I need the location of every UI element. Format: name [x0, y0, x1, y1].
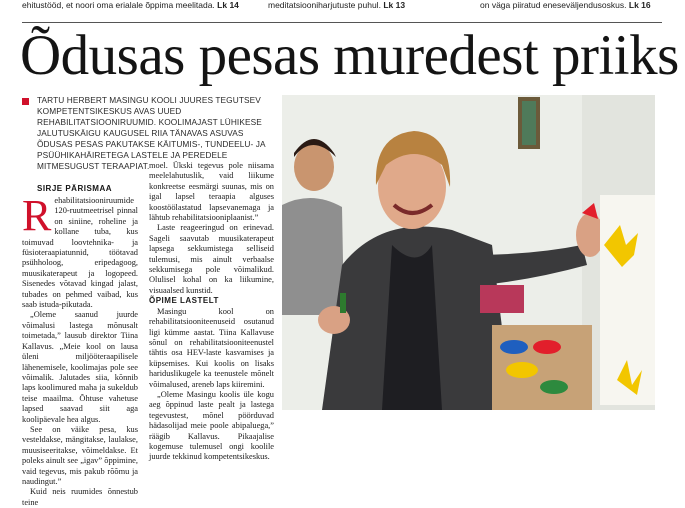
teaser-2: meditatsiooniharjutuste puhul. Lk 13 — [268, 0, 406, 10]
article-lead: TARTU HERBERT MASINGU KOOLI JUURES TEGUTSEV KOMPETENTSIKESKUS AVAS UUED REHABILITATSIOONIRUUMID. KOOLIMAJAST LÜHIKESE JALUTUSKÄIGU KAUGUSEL RIIA TÄNAVAS ASUVAS ÕDUSAS PESAS PAKUTAKSE KÄITUMIS-, TUNDEELU- JA PSÜÜHIKAHÄIRETEGA LASTELE JA PEREDELE MITMESUGUST TERAAPIAT. — [37, 95, 266, 171]
article-headline: Õdusas pesas muredest priiks — [20, 24, 679, 87]
teaser-strip — [0, 0, 685, 22]
paragraph: Laste reageeringud on erinevad. Sageli saavutab muusikaterapeut lapsega sekkumistega selliseid tulemusi, mis ainult verbaalse sekkumisega pole võimalikud. Olulisel kohal on ka liikumine, visuaalsed kunstid. — [149, 223, 274, 295]
paragraph: „Oleme saanud juurde võimalusi lastega mõnusalt toimetada,” lausub direktor Tiina Kallavus. „Meie kool on lausa üleni miljööteraapilisele lähenemisele, koolimajas pole see võimalik. Jalutades siia, kõnnib laps koolimured maha ja sukeldub teise maailma. Õhtuse vahetuse lapsed saavad siit aga koolipäevale hea algus. — [22, 310, 138, 424]
section-subhead: ÕPIME LASTELT — [149, 296, 219, 306]
drop-cap: R — [22, 191, 52, 240]
paragraph: moel. Ükski tegevus pole niisama meelelahutuslik, vaid liikume konkreetse eesmärgi suunas, mis on igal lapsel teraapia alguses koostöölastatud lapsevanemaga ja lähtub rehabilitatsiooniplaanist.” — [149, 161, 274, 223]
lead-square-marker — [22, 98, 29, 105]
teaser-1: ehitustööd, et noori oma erialale õppima meelitada. Lk 14 — [22, 0, 239, 10]
paragraph: Kuid neis ruumides õnnestub teine — [22, 487, 138, 507]
top-divider — [22, 22, 662, 23]
teaser-3: on väga piiratud eneseväljendusoskus. Lk 16 — [480, 0, 651, 10]
article-photo — [282, 95, 655, 410]
paragraph: See on väike pesa, kus vesteldakse, mängitakse, laulakse, muusiseeritakse, võimeldakse. Et poleks ainult see „igav” õppimine, vaid tegevus, mis pakub rõõmu ja naudingut.” — [22, 424, 138, 486]
photo-illustration — [282, 95, 655, 410]
body-column-2 — [149, 161, 274, 463]
paragraph: Masingu kool on rehabilitatsiooniteenuseid osutanud ligi kümme aastat. Tiina Kallavuse sõnul on rehabilitatsiooniteenustel tähtis osa HEV-laste kasvamises ja küpsemises. Kui koolis on lisaks hariduslikugele ka teenustele mõnelt võimalused, areneb laps kiiremini. — [149, 306, 274, 389]
paragraph: „Oleme Masingu koolis üle kogu aeg õppinud laste pealt ja lastega tegevustest, mõnel pöörduvad hädasolijad meie poole abipaluega,” räägib Kallavus. Pikaajalise kogemuse tulemusel ongi koolile juurde tekkinud kompetentsikeskus. — [149, 389, 274, 462]
body-column-1 — [22, 191, 138, 508]
author-byline: SIRJE PÄRISMAA — [37, 184, 113, 193]
paragraph: ehabilitatsiooniruumide 120-ruutmeetrisel pinnal on siniine, roheline ja kollane tuba, kus toimuvad loovtehnika- ja füsioteraapiatunnid, töötavad psühholoog, eripedagoog, muusikaterapeut ja logopeed. Sisenedes võtavad kingad jalast, tubades on pehmed vaibad, kus saab istuda-pikutada. — [22, 196, 138, 310]
